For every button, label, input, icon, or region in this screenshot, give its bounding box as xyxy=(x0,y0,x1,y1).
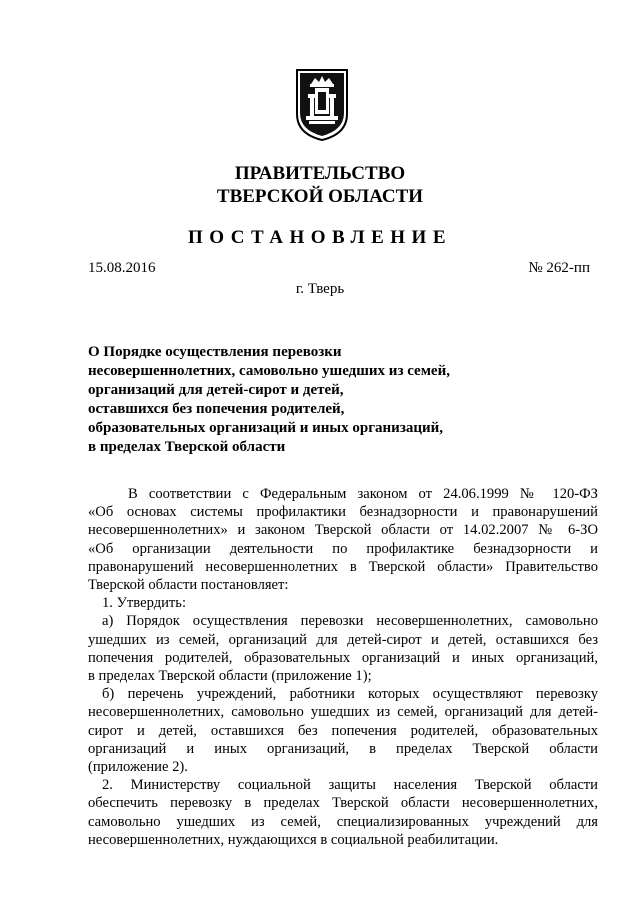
tver-coat-of-arms-icon xyxy=(293,66,351,142)
body-line: правонарушений несовершеннолетних в Тверской области» Правительство xyxy=(88,558,598,575)
body-line: самовольно ушедших из семей, специализированных учреждений для xyxy=(88,813,598,830)
body-line: сирот и детей, оставшихся без попечения родителей, образовательных xyxy=(88,722,598,739)
subject-line: оставшихся без попечения родителей, xyxy=(88,401,345,417)
subject-line: в пределах Тверской области xyxy=(88,439,286,455)
body-line: несовершеннолетних, самовольно ушедших из семей, организаций для детей- xyxy=(88,704,598,721)
subject-line: несовершеннолетних, самовольно ушедших из семей, xyxy=(88,363,450,379)
body-line: несовершеннолетних» и законом Тверской области от 14.02.2007 № 6-ЗО xyxy=(88,522,598,539)
decree-city: г. Тверь xyxy=(295,281,345,297)
decree-body xyxy=(88,485,598,849)
body-line: «Об организации деятельности по профилактике безнадзорности и xyxy=(88,540,598,557)
body-line: обеспечить перевозку в пределах Тверской области несовершеннолетних, xyxy=(88,795,598,812)
body-line: в пределах Тверской области (приложение 1); xyxy=(88,668,372,685)
body-line: (приложение 2). xyxy=(88,759,188,776)
decree-date: 15.08.2016 xyxy=(88,260,156,276)
government-title-line2: ТВЕРСКОЙ ОБЛАСТИ xyxy=(216,186,424,207)
body-line: попечения родителей, образовательных организаций и иных организаций, xyxy=(88,649,598,666)
body-line: «Об основах системы профилактики безнадзорности и правонарушений xyxy=(88,504,598,521)
body-line: В соответствии с Федеральным законом от 24.06.1999 № 120-ФЗ xyxy=(128,486,598,502)
decree-subject xyxy=(88,343,508,457)
subject-line: образовательных организаций и иных организаций, xyxy=(88,420,444,436)
body-line: несовершеннолетних, нуждающихся в социальной реабилитации. xyxy=(88,831,499,848)
body-line: 1. Утвердить: xyxy=(102,595,187,612)
document-type-title: ПОСТАНОВЛЕНИЕ xyxy=(187,227,453,248)
body-line: организаций и иных организаций, в пределах Тверской области xyxy=(88,740,598,757)
body-line: а) Порядок осуществления перевозки несовершеннолетних, самовольно xyxy=(102,613,598,630)
body-line: 2. Министерству социальной защиты населения Тверской области xyxy=(102,777,598,794)
government-title-line1: ПРАВИТЕЛЬСТВО xyxy=(234,163,406,184)
decree-number: № 262-пп xyxy=(528,260,590,276)
subject-line: О Порядке осуществления перевозки xyxy=(88,344,342,360)
body-line: б) перечень учреждений, работники которых осуществляют перевозку xyxy=(102,686,598,703)
subject-line: организаций для детей-сирот и детей, xyxy=(88,382,344,398)
body-line: Тверской области постановляет: xyxy=(88,577,289,594)
body-line: ушедших из семей, организаций для детей-сирот и детей, оставшихся без xyxy=(88,631,598,648)
